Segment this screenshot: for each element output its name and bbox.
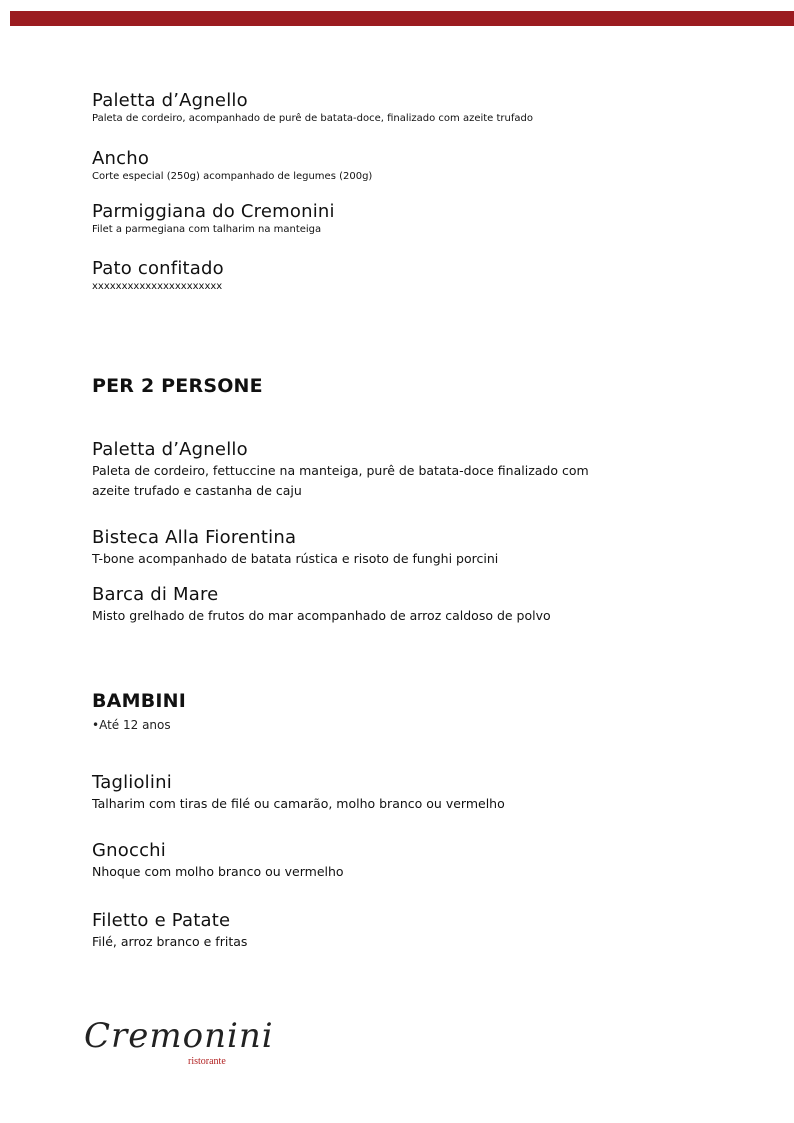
menu-item [92, 910, 612, 952]
section-heading-per2: PER 2 PERSONE [92, 375, 263, 397]
menu-item-name: Paletta d’Agnello [92, 90, 248, 111]
menu-item-name: Bisteca Alla Fiorentina [92, 527, 297, 548]
menu-item [92, 772, 612, 814]
section-heading-bambini: BAMBINI [92, 690, 187, 712]
menu-item [92, 584, 612, 626]
section-note-age: •Até 12 anos [92, 718, 171, 732]
menu-item-desc: Paleta de cordeiro, fettuccine na manteiga, purê de batata-doce finalizado com azeite trufado e castanha de caju [92, 463, 589, 498]
menu-item [92, 201, 335, 235]
logo-subtitle: ristorante [188, 1056, 226, 1067]
menu-item-desc: T-bone acompanhado de batata rústica e risoto de funghi porcini [92, 551, 499, 566]
restaurant-logo [84, 1016, 274, 1076]
menu-item [92, 258, 224, 292]
menu-item-name: Filetto e Patate [92, 910, 231, 931]
menu-item-desc: Corte especial (250g) acompanhado de legumes (200g) [92, 171, 373, 182]
menu-item-desc: Misto grelhado de frutos do mar acompanhado de arroz caldoso de polvo [92, 608, 551, 623]
logo-script: Cremonini [84, 1016, 274, 1056]
menu-item-name: Paletta d’Agnello [92, 439, 248, 460]
menu-item-desc: xxxxxxxxxxxxxxxxxxxxxx [92, 281, 223, 292]
menu-item [92, 439, 612, 501]
menu-item-name: Parmiggiana do Cremonini [92, 201, 335, 222]
menu-item-name: Pato confitado [92, 258, 224, 279]
menu-item-desc: Talharim com tiras de filé ou camarão, molho branco ou vermelho [92, 796, 505, 811]
menu-item-name: Tagliolini [92, 772, 172, 793]
menu-item [92, 148, 372, 182]
menu-item-desc: Filé, arroz branco e fritas [92, 934, 248, 949]
menu-item [92, 90, 533, 124]
menu-item [92, 840, 612, 882]
menu-item-name: Gnocchi [92, 840, 166, 861]
menu-item-desc: Filet a parmegiana com talharim na manteiga [92, 224, 322, 235]
menu-item-name: Barca di Mare [92, 584, 219, 605]
menu-item-desc: Paleta de cordeiro, acompanhado de purê de batata-doce, finalizado com azeite trufado [92, 113, 533, 124]
menu-item-name: Ancho [92, 148, 150, 169]
menu-item-desc: Nhoque com molho branco ou vermelho [92, 864, 344, 879]
menu-item [92, 527, 612, 569]
top-accent-bar [10, 11, 794, 26]
